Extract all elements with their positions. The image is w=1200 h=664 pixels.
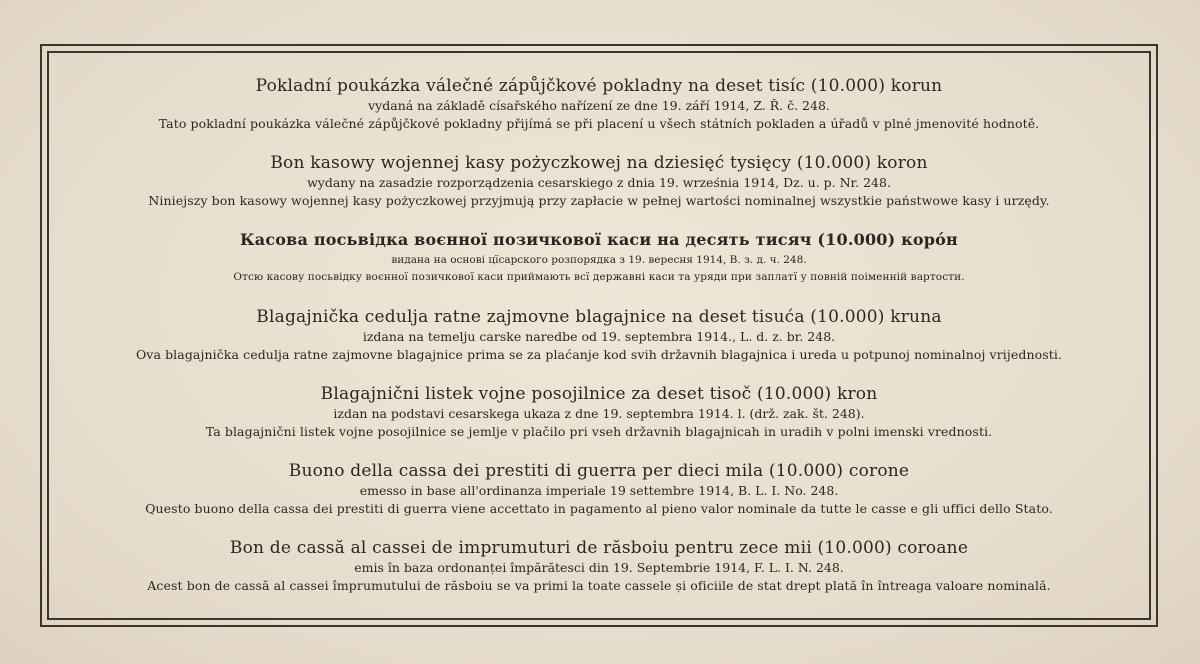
- text-blocks: [46, 74, 1152, 613]
- block-text: Ta blagajnični listek vojne posojilnice se jemlje v plačilo pri vseh državnih blagajnicah in uradih v polni imenski vrednosti.: [205, 424, 993, 439]
- block-title: Buono della cassa dei prestiti di guerra per dieci mila (10.000) corone: [288, 461, 910, 481]
- block-title: Pokladní poukázka válečné zápůjčkové pokladny na deset tisíc (10.000) korun: [255, 76, 943, 96]
- block-title: Bon de cassă al cassei de imprumuturi de răsboiu pentru zece mii (10.000) coroane: [229, 538, 969, 558]
- block-title: Blagajnička cedulja ratne zajmovne blagajnice na deset tisuća (10.000) kruna: [256, 307, 942, 327]
- block-polish: [46, 151, 1152, 228]
- block-title: Bon kasowy wojennej kasy pożyczkowej na dziesięć tysięcy (10.000) koron: [270, 153, 928, 173]
- block-issued: vydaná na základě císařského nařízení ze dne 19. září 1914, Z. Ř. č. 248.: [368, 98, 830, 113]
- block-title: Касова посьвідка воєнної позичкової каси на десять тисяч (10.000) корóн: [240, 230, 958, 249]
- block-issued: wydany na zasadzie rozporządzenia cesarskiego z dnia 19. września 1914, Dz. u. p. Nr. 248.: [307, 175, 891, 190]
- block-slovene: [46, 382, 1152, 459]
- block-text: Acest bon de cassă al cassei împrumutului de răsboiu se va primi la toate cassele și oficiile de stat drept plată în întreaga valoare nominală.: [147, 578, 1051, 593]
- block-text: Questo buono della cassa dei prestiti di guerra viene accettato in pagamento al pieno valor nominale da tutte le casse e gli uffici dello Stato.: [145, 501, 1053, 516]
- block-italian: [46, 459, 1152, 536]
- block-issued: видана на основі цїсарского розпорядка з 19. вересня 1914, В. з. д. ч. 248.: [391, 254, 807, 266]
- block-title: Blagajnični listek vojne posojilnice za deset tisoč (10.000) kron: [320, 384, 878, 404]
- block-croatian: [46, 305, 1152, 382]
- block-issued: izdan na podstavi cesarskega ukaza z dne 19. septembra 1914. l. (drž. zak. št. 248).: [333, 406, 865, 421]
- block-czech: [46, 74, 1152, 151]
- block-text: Ova blagajnička cedulja ratne zajmovne blagajnice prima se za plaćanje kod svih državnih blagajnica i ureda u potpunoj nominalnoj vrijednosti.: [135, 347, 1063, 362]
- block-issued: emesso in base all'ordinanza imperiale 19 settembre 1914, B. L. I. No. 248.: [359, 483, 839, 498]
- block-ukrainian: [46, 228, 1152, 305]
- block-text: Tato pokladní poukázka válečné zápůjčkové pokladny přijímá se při placení u všech státních pokladen a úřadů v plné jmenovité hodnotě.: [158, 116, 1040, 131]
- block-issued: izdana na temelju carske naredbe od 19. septembra 1914., L. d. z. br. 248.: [362, 329, 836, 344]
- block-issued: emis în baza ordonanței împărătesci din 19. Septembrie 1914, F. L. I. N. 248.: [354, 560, 844, 575]
- block-text: Отсю касову посьвідку воєнної позичкової каси приймають всї державні каси та уряди при заплатї у повній поіменній вартости.: [233, 271, 965, 283]
- block-text: Niniejszy bon kasowy wojennej kasy pożyczkowej przyjmują przy zapłacie w pełnej wartości nominalnej wszystkie państwowe kasy i urzędy.: [148, 193, 1050, 208]
- block-romanian: [46, 536, 1152, 613]
